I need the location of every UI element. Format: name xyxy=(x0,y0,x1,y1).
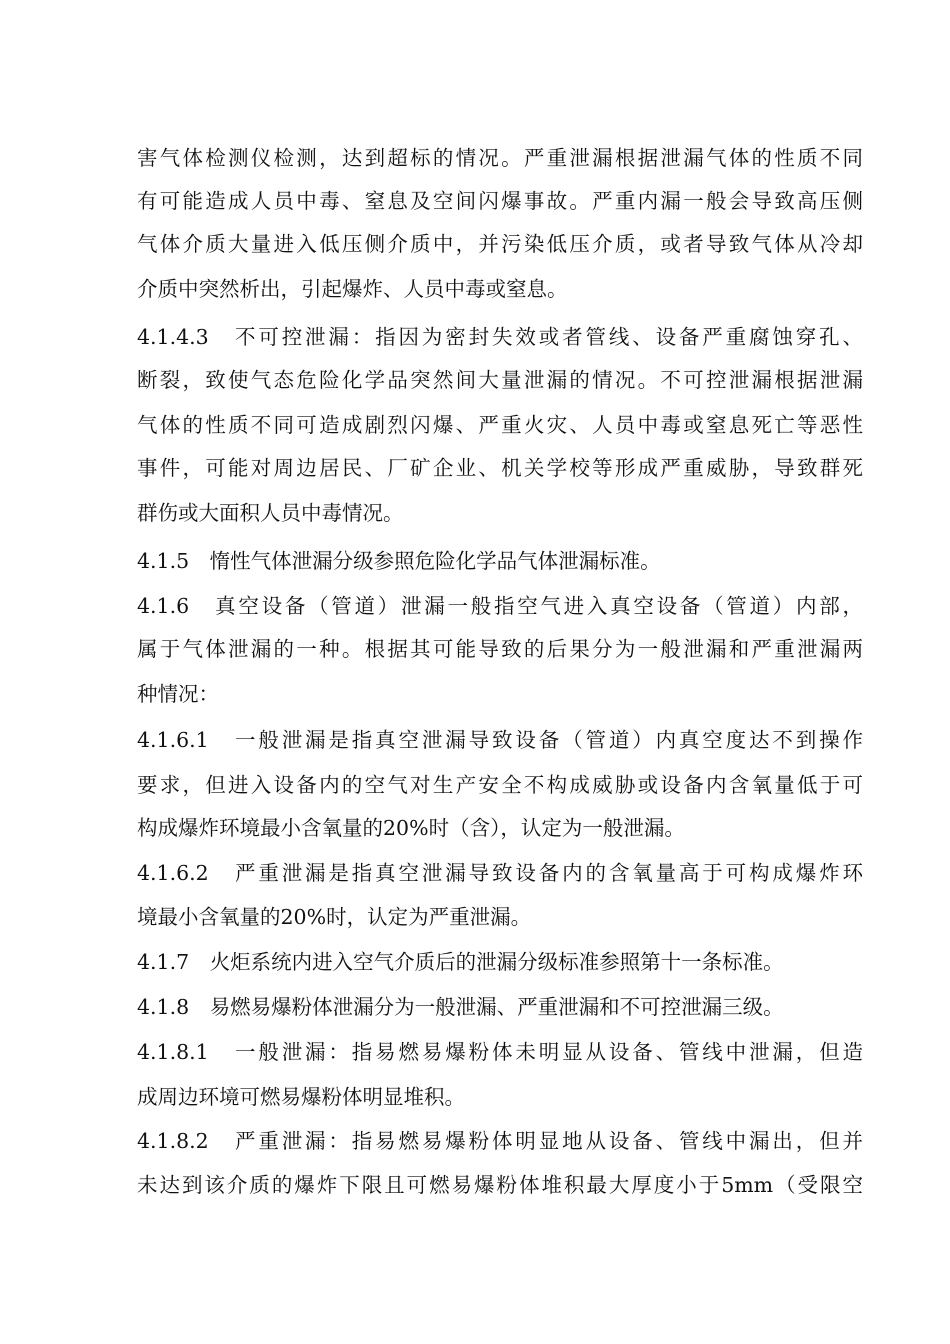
text-line: 4.1.8.2 严重泄漏：指易燃易爆粉体明显地从设备、管线中漏出，但并 xyxy=(137,1129,863,1153)
text-line: 4.1.5 惰性气体泄漏分级参照危险化学品气体泄漏标准。 xyxy=(137,549,661,573)
text-line: 成周边环境可燃易爆粉体明显堆积。 xyxy=(137,1085,465,1109)
text-line: 未达到该介质的爆炸下限且可燃易爆粉体堆积最大厚度小于5mm（受限空 xyxy=(137,1173,863,1197)
text-line: 4.1.8 易燃易爆粉体泄漏分为一般泄漏、严重泄漏和不可控泄漏三级。 xyxy=(137,995,784,1019)
text-line: 属于气体泄漏的一种。根据其可能导致的后果分为一般泄漏和严重泄漏两 xyxy=(137,637,863,661)
text-line: 4.1.7 火炬系统内进入空气介质后的泄漏分级标准参照第十一条标准。 xyxy=(137,950,784,974)
text-line: 4.1.6.2 严重泄漏是指真空泄漏导致设备内的含氧量高于可构成爆炸环 xyxy=(137,861,863,885)
text-line: 构成爆炸环境最小含氧量的20%时（含），认定为一般泄漏。 xyxy=(137,816,685,840)
text-line: 有可能造成人员中毒、窒息及空间闪爆事故。严重内漏一般会导致高压侧 xyxy=(137,189,863,213)
text-line: 4.1.8.1 一般泄漏：指易燃易爆粉体未明显从设备、管线中泄漏，但造 xyxy=(137,1040,863,1064)
text-line: 气体介质大量进入低压侧介质中，并污染低压介质，或者导致气体从冷却 xyxy=(137,232,863,256)
text-line: 断裂，致使气态危险化学品突然间大量泄漏的情况。不可控泄漏根据泄漏 xyxy=(137,368,863,392)
text-line: 气体的性质不同可造成剧烈闪爆、严重火灾、人员中毒或窒息死亡等恶性 xyxy=(137,413,863,437)
text-line: 4.1.6 真空设备（管道）泄漏一般指空气进入真空设备（管道）内部， xyxy=(137,594,863,618)
text-line: 事件，可能对周边居民、厂矿企业、机关学校等形成严重威胁，导致群死 xyxy=(137,456,863,480)
text-line: 要求，但进入设备内的空气对生产安全不构成威胁或设备内含氧量低于可 xyxy=(137,773,863,797)
text-line: 种情况： xyxy=(137,682,219,706)
text-line: 4.1.4.3 不可控泄漏：指因为密封失效或者管线、设备严重腐蚀穿孔、 xyxy=(137,325,863,349)
text-line: 害气体检测仪检测，达到超标的情况。严重泄漏根据泄漏气体的性质不同 xyxy=(137,146,863,170)
text-line: 群伤或大面积人员中毒情况。 xyxy=(137,501,404,525)
text-line: 4.1.6.1 一般泄漏是指真空泄漏导致设备（管道）内真空度达不到操作 xyxy=(137,728,863,752)
text-line: 境最小含氧量的20%时，认定为严重泄漏。 xyxy=(137,905,532,929)
text-line: 介质中突然析出，引起爆炸、人员中毒或窒息。 xyxy=(137,277,568,301)
